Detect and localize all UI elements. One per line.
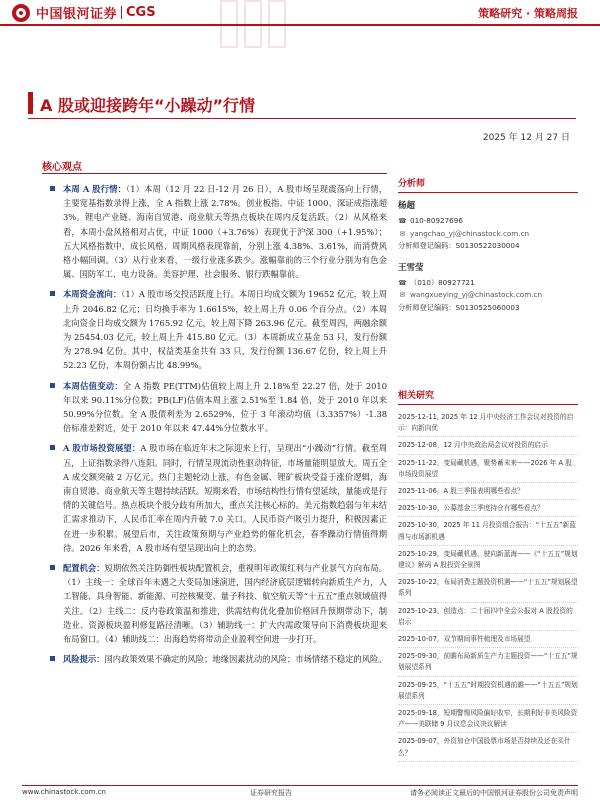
analyst-email-link[interactable]: wangxueying_yj@chinastock.com.cn: [410, 290, 542, 299]
analyst-name: 王雪莹: [398, 262, 424, 273]
paragraph-lead: 本周资金流向：: [63, 289, 122, 300]
related-research-link[interactable]: 2025-11-06，A 股三季报表明哪些看点？: [398, 485, 578, 500]
related-research-link[interactable]: 2025-12-08，12 月中央政治局会议对投资的启示: [398, 439, 578, 454]
summary-paragraph-risk: [50, 652, 387, 666]
analyst-cert: 分析师登记编码：S0130525060003: [398, 302, 520, 312]
footer-divider: [22, 785, 578, 786]
phone-icon: ☎: [398, 278, 407, 287]
title-divider: [28, 118, 576, 119]
paragraph-text: 短期依然关注防御性板块配置机会，重视明年政策红利与产业景气方向布局。（1）主线一：全球百年未遇之大变局加速演进，国内经济底层逻辑转向新质生产力，人工智能、具身智能、新能源、可控核聚变、量子科技、航空航天等“十五五”重点领域值得关注。（2）主线二：反内卷政策温和推进，供需结构优化叠加价格回升预期带动下，制造业、资源板块盈利修复路径清晰。（3）辅助线一：扩大内需政策导向下消费板块迎来布局窗口。（4）辅助线二：出海趋势将带动企业盈利空间进一步打开。: [63, 563, 387, 645]
analyst-phone: 010-80927696: [410, 216, 463, 225]
summary-heading: 核心观点: [42, 162, 82, 173]
summary-divider: [42, 173, 387, 174]
analyst-phone: （010）80927721: [410, 277, 475, 287]
bullet-icon: [50, 445, 55, 450]
report-type-label: 策略研究 · 策略周报: [478, 7, 578, 20]
footer-report-label: 证券研究报告: [250, 789, 292, 797]
paragraph-lead: 本周估值变动：: [63, 380, 123, 391]
analyst-email-row: [398, 289, 578, 302]
related-research-link[interactable]: 2025-10-23，创造点：二十届四中全会公报对 A 股投资的启示: [398, 605, 578, 631]
paragraph-lead: 配置机会：: [63, 563, 105, 574]
related-research-link[interactable]: 2025-10-07，双节期间事件梳理及市场展望: [398, 633, 578, 648]
bullet-icon: [50, 656, 55, 661]
report-title: A 股或迎接跨年“小躁动”行情: [40, 96, 255, 115]
logo-divider: [121, 6, 122, 19]
summary-paragraph-outlook: [50, 441, 387, 555]
related-research-link[interactable]: 2025-10-29，变局藏机遇，驶向新蓝海——《“十五五”规划建议》解码 A 股投资全景图: [398, 548, 578, 574]
related-research-link[interactable]: 2025-11-22，变局藏机遇，聚势蓄未来——2026 年 A 股市场投资展望: [398, 457, 578, 483]
report-date: 2025 年 12 月 27 日: [482, 133, 570, 143]
analyst-panel: [398, 176, 578, 322]
analyst-phone-row: [398, 215, 578, 228]
paragraph-text: 国内政策效果不确定的风险；地缘因素扰动的风险；市场情绪不稳定的风险。: [104, 654, 387, 665]
paragraph-text: 全 A 指数 PE(TTM)估值较上周上升 2.18%至 22.27 倍，处于 2010 年以来 90.11%分位数；PB(LF)估值本周上涨 2.51%至 1.84 倍，处于 2010 年以来 50.99%分位数。全 A 股债利差为 2.6529%，位于 3 年滚动均值（3.3357%）-1.38 倍标准差附近，处于 2010 年以来 47.44%分位数水平。: [63, 380, 387, 434]
bullet-icon: [50, 565, 55, 570]
related-research-link[interactable]: 2025-10-22，布局消费主题投资机遇——“十五五”规划展望系列: [398, 576, 578, 602]
summary-paragraph-market: [50, 182, 387, 281]
page-header: [0, 0, 600, 24]
paragraph-text: （1）本周（12 月 22 日-12 月 26 日），A 股市场呈现震荡向上行情，主要宽基指数录得上涨，全 A 指数上涨 2.78%。创业板指、中证 1000、深证成指涨超 3%。锂电产业链、海南自贸港、商业航天等热点板块在周内反复活跃。（2）从风格来看，本周小盘风格相对占优，中证 1000（+3.76%）表现优于沪深 300（+1.95%）；五大风格指数中，成长风格、周期风格表现靠前，分别上涨 4.38%、3.61%，而消费风格小幅回调。（3）从行业来看，一级行业涨多跌少。涨幅靠前的三个行业分别为有色金属、国防军工、电力设备。美容护理、社会服务、银行跌幅靠前。: [63, 184, 388, 280]
bullet-icon: [50, 291, 55, 296]
phone-icon: ☎: [398, 217, 407, 225]
email-icon: ✉: [399, 229, 406, 238]
paragraph-text: （1）A 股市场交投活跃度上行。本周日均成交额为 19652 亿元，较上周上升 2046.82 亿元；日均换手率为 1.6615%，较上周上升 0.06 个百分点。（2）本周北向资金日均成交额为 1765.92 亿元，较上周下降 263.96 亿元。截至周四，两融余额为 25454.03 亿元，较上周上升 415.80 亿元。（3）本周新成立基金 53 只，发行份额为 278.94 亿份。其中，权益类基金共有 33 只，发行份额 136.67 亿份，较上周上升 52.23 亿份，本周份额占比 48.99%。: [63, 289, 387, 371]
company-name-cn: 中国银河证券: [36, 7, 118, 22]
related-research-panel: [398, 388, 578, 764]
analyst-card: [398, 199, 578, 253]
related-research-link[interactable]: 2025-10-30，公募基金三季度持仓有哪些看点？: [398, 502, 578, 517]
analyst-heading: 分析师: [398, 176, 578, 193]
summary-paragraph-allocation: [50, 561, 387, 646]
bullet-icon: [50, 383, 55, 388]
analyst-email-row: [398, 228, 578, 241]
header-divider: [0, 24, 600, 26]
paragraph-lead: A 股市场投资展望：: [63, 443, 141, 454]
analyst-cert: 分析师登记编码：S0130522030004: [398, 241, 520, 250]
related-research-link[interactable]: 2025-12-11, 2025 年 12 月中央经济工作会议对投资的启示：向新向优: [398, 411, 578, 437]
related-research-link[interactable]: 2025-09-07，外资加仓中国股票市场是否持续及还在买什么？: [398, 735, 578, 761]
summary-section: [50, 182, 387, 673]
analyst-email-link[interactable]: yangchao_yj@chinastock.com.cn: [410, 228, 530, 238]
analyst-name: 杨超: [398, 201, 416, 211]
related-research-link[interactable]: 2025-10-30，2025 年 11 月投资组合报告：“十五五”新蓝图与市场新机遇: [398, 519, 578, 545]
company-name-en: CGS: [126, 5, 156, 20]
summary-paragraph-valuation: [50, 379, 387, 436]
related-research-link[interactable]: 2025-09-30，前瞻布局新质生产力主题投资——“十五五”规划展望系列: [398, 650, 578, 676]
title-accent-bar: [28, 92, 33, 114]
footer-website-link[interactable]: www.chinastock.com.cn: [22, 788, 106, 796]
related-research-heading: 相关研究: [398, 388, 578, 405]
company-logo: [12, 3, 156, 22]
paragraph-lead: 风险提示：: [63, 654, 105, 665]
bullet-icon: [50, 186, 55, 191]
summary-paragraph-flows: [50, 287, 387, 372]
related-research-link[interactable]: 2025-09-18，短期警惕风险偏好收窄，长期利好非美风险资产——美联储 9 月议息会议决议解读: [398, 707, 578, 733]
company-logo-icon: [12, 4, 30, 22]
analyst-card: [398, 261, 578, 315]
related-research-link[interactable]: 2025-09-25，“十五五”时期投资机遇前瞻——“十五五”规划展望系列: [398, 679, 578, 705]
footer-disclaimer: 请务必阅读正文最后的中国银河证券股份公司免责声明: [410, 789, 578, 797]
paragraph-text: A 股市场在临近年末之际迎来上行，呈现出“小躁动”行情。截至周五，上证指数录得八连阳。同时，行情呈现流动性驱动特征，市场量能明显放大。周五全 A 成交额突破 2 万亿元。热门主题轮动上涨，有色金属、锂矿板块受益于涨价逻辑，海南自贸港、商业航天等主题持续活跃。短期来看，市场结构性行情有望延续，量能或是行情的关键信号。热点板块个股分歧有所加大，重点关注核心标的。美元指数趋弱与年末结汇需求推动下，人民币汇率在周内升破 7.0 关口。人民币资产吸引力提升，积极因素正在进一步积累。展望后市，关注政策预期与产业趋势的催化机会，春季躁动行情值得期待。2026 年来看，A 股市场有望呈现出向上的态势。: [63, 443, 387, 553]
email-icon: ✉: [399, 291, 406, 299]
analyst-phone-row: [398, 277, 578, 290]
paragraph-lead: 本周 A 股行情：: [63, 184, 126, 194]
